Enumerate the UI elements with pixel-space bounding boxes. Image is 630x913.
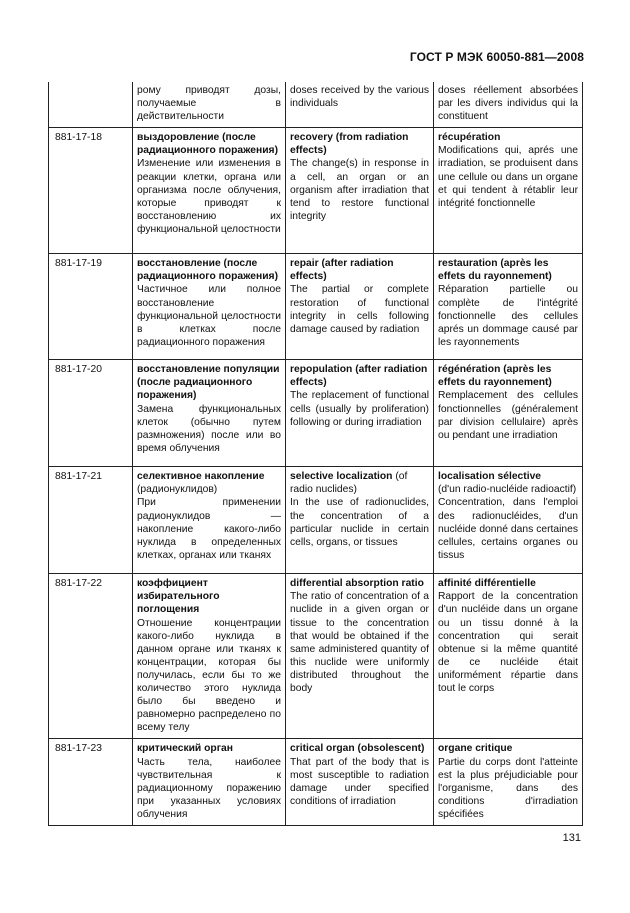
ru-term: селективное накопление: [137, 471, 265, 483]
en-cell: [286, 128, 434, 254]
fr-definition: Concentration, dans l'emploi des radionucléides, d'un nucléide donné dans certaines cellules, certains organes ou tissus: [438, 497, 578, 561]
en-definition: That part of the body that is most susceptible to radiation damage under specified conditions of irradiation: [290, 756, 429, 807]
ru-term: коэффициент избирательного поглощения: [137, 578, 220, 616]
en-note: (of radio nuclides): [290, 471, 408, 496]
term-number: 881-17-23: [49, 739, 133, 826]
en-term: recovery (from radiation effects): [290, 132, 409, 157]
fr-definition: Partie du corps dont l'atteinte est la plus préjudiciable pour l'organisme, dans des conditions d'irradiation spécifiées: [438, 756, 578, 820]
en-definition: The replacement of functional cells (usually by proliferation) following or during irradiation: [290, 390, 429, 428]
fr-cell: [434, 739, 583, 826]
term-number: 881-17-18: [49, 128, 133, 254]
fr-definition: Modifications qui, aprés une irradiation, se produisent dans une cellule ou dans un organe et qui tendent à rétablir leur intégrité fonctionnelle: [438, 145, 578, 209]
term-row: [49, 467, 583, 574]
en-definition: In the use of radionuclides, the concentration of a particular nuclide in certain cells, organs, or tissues: [290, 497, 429, 548]
fr-note: (d'un radio-nucléide radioactif): [438, 484, 577, 496]
page-number: 131: [562, 832, 581, 844]
ru-cell: [133, 739, 286, 826]
ru-term: восстановление (после радиационного поражения): [137, 258, 278, 283]
ru-definition: Отношение концентрации какого-либо нуклида в данном органе или тканях к концентрации, которая бы получилась, если бы то же количество этого нуклида было бы введено и равномерно распределено по всему телу: [137, 617, 281, 734]
fr-cell: [434, 467, 583, 574]
ru-definition: Часть тела, наиболее чувствительная к радиационному поражению при указанных условиях облучения: [137, 756, 281, 820]
en-term: differential absorption ratio: [290, 578, 424, 590]
term-number: 881-17-21: [49, 467, 133, 574]
en-cell: [286, 739, 434, 826]
en-cell: [286, 467, 434, 574]
fr-cell: [434, 360, 583, 467]
fr-definition: Réparation partielle ou complète de l'intégrité fonctionnelle des cellules aprés un dommage causé par les rayonnements: [438, 284, 578, 348]
fr-definition: Remplacement des cellules fonctionnelles (généralement par division cellulaire) après ou pendant une irradiation: [438, 390, 578, 441]
terminology-table: [48, 82, 583, 826]
term-row: [49, 574, 583, 739]
ru-note: (радионуклидов): [137, 484, 218, 496]
en-cell: [286, 574, 434, 739]
en-continuation: doses received by the various individuals: [286, 82, 434, 128]
ru-definition: Замена функциональных клеток (обычно путем размножения) после или во время облучения: [137, 403, 281, 454]
fr-definition: Rapport de la concentration d'un nucléide dans un organe ou un tissu donné à la concentration qui serait obtenue si la même quantité de ce nucléide était uniformément répartie dans tout le corps: [438, 591, 578, 695]
term-row: [49, 254, 583, 360]
en-cell: [286, 254, 434, 360]
ru-definition: Изменение или изменения в реакции клетки, органа или организма после облучения, которые приводят к восстановлению их функциональной целостности: [137, 158, 281, 235]
ru-cell: [133, 574, 286, 739]
en-term: selective localization: [290, 471, 393, 483]
fr-term: restauration (après les effets du rayonnement): [438, 258, 552, 283]
term-number: 881-17-22: [49, 574, 133, 739]
ru-term: восстановление популяции (после радиационного поражения): [137, 364, 280, 402]
fr-term: régénération (après les effets du rayonnement): [438, 364, 552, 389]
en-term: critical organ (obsolescent): [290, 743, 425, 755]
fr-cell: [434, 574, 583, 739]
ru-definition: При применении радионуклидов — накопление какого-либо нуклида в определенных клетках, органах или тканях: [137, 497, 281, 561]
ru-cell: [133, 254, 286, 360]
term-row: [49, 739, 583, 826]
ru-continuation: рому приводят дозы, получаемые в действительности: [133, 82, 286, 128]
fr-term: affinité différentielle: [438, 578, 536, 590]
en-definition: The partial or complete restoration of functional integrity in cells following damage caused by radiation: [290, 284, 429, 335]
standard-header: ГОСТ Р МЭК 60050-881—2008: [409, 50, 584, 64]
term-row: [49, 360, 583, 467]
en-term: repopulation (after radiation effects): [290, 364, 428, 389]
ru-cell: [133, 128, 286, 254]
continuation-row: [49, 82, 583, 128]
ru-definition: Частичное или полное восстановление функциональной целостности в клетках после радиационного поражения: [137, 284, 281, 348]
fr-term: localisation sélective: [438, 471, 542, 483]
ru-term: критический орган: [137, 743, 233, 755]
fr-term: récupération: [438, 132, 501, 144]
term-row: [49, 128, 583, 254]
en-definition: The change(s) in response in a cell, an organ or an organism after irradiation that tend to restore functional integrity: [290, 158, 429, 222]
fr-cell: [434, 128, 583, 254]
en-term: repair (after radiation effects): [290, 258, 394, 283]
term-number: 881-17-20: [49, 360, 133, 467]
en-cell: [286, 360, 434, 467]
fr-term: organe critique: [438, 743, 513, 755]
term-number: 881-17-19: [49, 254, 133, 360]
fr-continuation: doses réellement absorbées par les divers individus qui la constituent: [434, 82, 583, 128]
ru-cell: [133, 467, 286, 574]
en-definition: The ratio of concentration of a nuclide in a given organ or tissue to the concentration that would be obtained if the same administered quantity of this nuclide were uniformly distributed throughout the body: [290, 591, 429, 695]
ru-term: выздоровление (после радиационного поражения): [137, 132, 278, 157]
fr-cell: [434, 254, 583, 360]
ru-cell: [133, 360, 286, 467]
number-cell: [49, 82, 133, 128]
